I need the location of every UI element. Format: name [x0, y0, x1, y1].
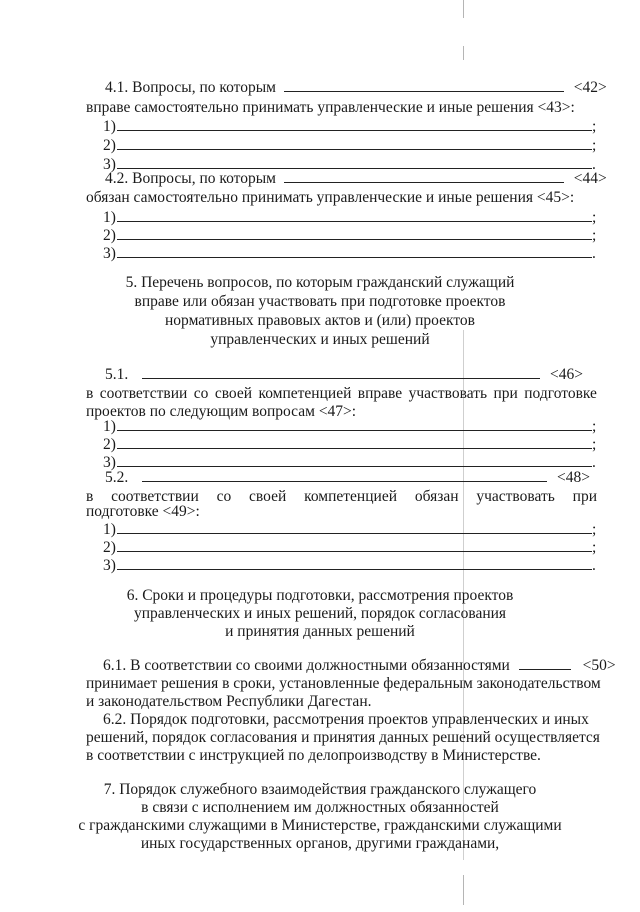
paragraph-6-1-line-1: 6.1. В соответствии со своими должностными обязанностями <50>: [103, 657, 616, 674]
heading-6-line-1: 6. Сроки и процедуры подготовки, рассмотрения проектов: [126, 587, 514, 604]
paragraph-6-2-line-3: в соответствии с инструкцией по делопроизводству в Министерстве.: [86, 747, 541, 764]
heading-5-line-3: нормативных правовых актов и (или) проектов: [165, 312, 475, 329]
scan-fold-line-upper: [463, 46, 464, 60]
heading-6-line-3: и принятия данных решений: [225, 623, 415, 640]
section-4-1-item-1: 1) ;: [103, 118, 597, 135]
section-5-1-prefix: 5.1.: [105, 366, 129, 383]
section-4-2-ref: <44>: [573, 170, 607, 187]
section-5-2-blank: [142, 468, 547, 482]
section-4-1-ref: <42>: [573, 79, 607, 96]
section-4-2-heading: [105, 169, 607, 189]
section-5-2-prefix: 5.2.: [105, 469, 129, 486]
section-5-1-item-2: 2) ;: [103, 436, 597, 453]
heading-7-line-1: 7. Порядок служебного взаимодействия гражданского служащего: [103, 781, 537, 798]
paragraph-6-2-line-1: 6.2. Порядок подготовки, рассмотрения проектов управленческих и иных: [103, 711, 589, 728]
heading-7-line-3: с гражданскими служащими в Министерстве, гражданскими служащими: [78, 817, 562, 834]
section-4-2-blank: [284, 169, 564, 183]
section-5-1-ref: <46>: [550, 366, 583, 383]
scan-fold-line-top: [463, 0, 464, 18]
section-5-1-blank: [142, 365, 540, 379]
section-5-2-heading: [105, 468, 590, 488]
heading-5-line-4: управленческих и иных решений: [210, 331, 430, 348]
section-5-2-line3: подготовке <49>:: [86, 503, 200, 520]
section-4-1-line2: вправе самостоятельно принимать управленческие и иные решения <43>:: [86, 99, 575, 116]
section-5-1-item-1: 1) ;: [103, 418, 597, 435]
heading-5-line-1: 5. Перечень вопросов, по которым гражданский служащий: [125, 274, 515, 291]
heading-7-line-4: иных государственных органов, другими гражданами,: [140, 835, 500, 852]
scan-fold-line-bottom: [463, 875, 464, 905]
paragraph-6-2-line-2: решений, порядок согласования и принятия данных решений осуществляется: [86, 729, 600, 746]
paragraph-6-1-line-2: принимает решения в сроки, установленные федеральным законодательством: [86, 675, 601, 692]
paragraph-6-1-line-3: и законодательством Республики Дагестан.: [86, 693, 372, 710]
section-4-1-heading: [105, 78, 607, 98]
section-4-2-line2: обязан самостоятельно принимать управленческие и иные решения <45>:: [86, 189, 575, 206]
section-5-1-item-3: 3) .: [103, 454, 596, 471]
paragraph-6-1-blank: [519, 656, 571, 670]
section-5-1-heading: [105, 365, 583, 385]
section-5-2-item-3: 3) .: [103, 557, 596, 574]
section-5-2-ref: <48>: [557, 469, 590, 486]
heading-7-line-2: в связи с исполнением им должностных обязанностей: [141, 799, 499, 816]
heading-5-line-2: вправе или обязан участвовать при подготовке проектов: [134, 293, 506, 310]
section-5-1-line3: проектов по следующим вопросам <47>:: [86, 403, 357, 420]
section-5-2-item-1: 1) ;: [103, 521, 597, 538]
section-5-2-item-2: 2) ;: [103, 539, 597, 556]
heading-6-line-2: управленческих и иных решений, порядок согласования: [133, 605, 507, 622]
section-4-1-blank: [284, 78, 564, 92]
section-4-2-item-2: 2) ;: [103, 227, 597, 244]
section-5-2-line2: в соответствии со своей компетенцией обязан участвовать при: [86, 488, 597, 505]
section-4-2-item-1: 1) ;: [103, 209, 597, 226]
section-5-1-line2: в соответствии со своей компетенцией вправе участвовать при подготовке: [86, 385, 597, 402]
section-4-2-prefix: 4.2. Вопросы, по которым: [105, 170, 276, 187]
section-4-1-item-3: 3) .: [103, 156, 596, 173]
section-4-1-item-2: 2) ;: [103, 137, 597, 154]
section-4-2-item-3: 3) .: [103, 245, 596, 262]
section-4-1-prefix: 4.1. Вопросы, по которым: [105, 79, 276, 96]
